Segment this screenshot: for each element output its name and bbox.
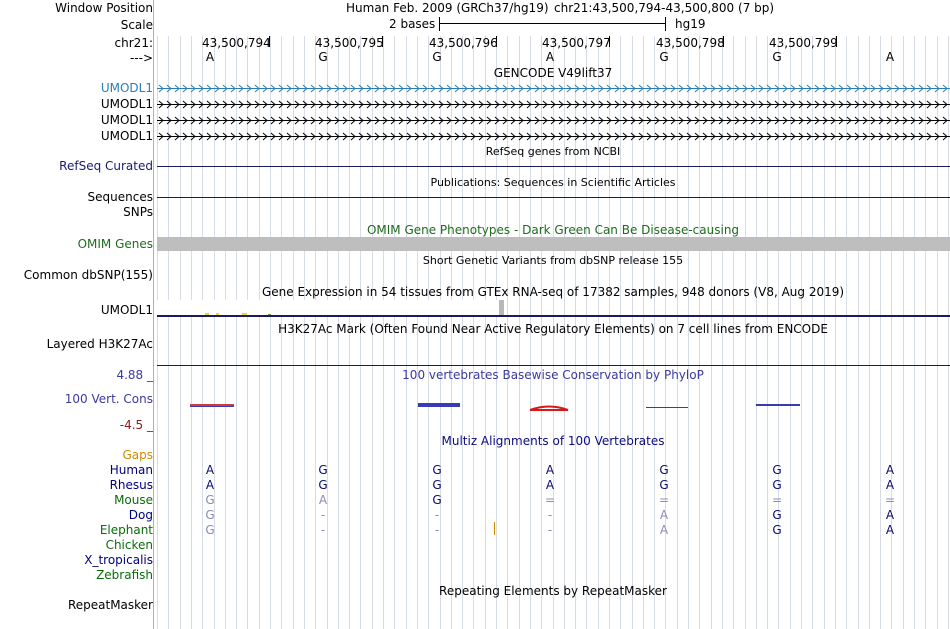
gencode-track-title: GENCODE V49lift37 bbox=[493, 66, 613, 80]
h3k27ac-track-title: H3K27Ac Mark (Often Found Near Active Regulatory Elements) on 7 cell lines from ENCODE bbox=[278, 322, 828, 336]
strand-label: ---> bbox=[129, 51, 153, 65]
reference-base: G bbox=[432, 50, 442, 64]
species-label[interactable]: Human bbox=[109, 463, 153, 477]
species-label[interactable]: X_tropicalis bbox=[84, 553, 153, 567]
alignment-base: A bbox=[885, 478, 895, 492]
repeatmasker-label[interactable]: RepeatMasker bbox=[67, 598, 153, 612]
alignment-base: A bbox=[545, 478, 555, 492]
alignment-base: G bbox=[318, 463, 328, 477]
gene-label[interactable]: UMODL1 bbox=[100, 97, 153, 111]
alignment-base: = bbox=[658, 493, 670, 507]
ruler-coordinate: 43,500,799 bbox=[769, 36, 838, 50]
species-label[interactable]: Dog bbox=[128, 508, 153, 522]
alignment-base: A bbox=[885, 508, 895, 522]
alignment-base: - bbox=[547, 523, 553, 537]
ruler-coordinate: 43,500,794 bbox=[202, 36, 271, 50]
species-label[interactable]: Rhesus bbox=[109, 478, 153, 492]
publications-track-title: Publications: Sequences in Scientific Articles bbox=[430, 176, 676, 189]
conservation-max-label: 4.88 _ bbox=[116, 368, 153, 382]
alignment-base: - bbox=[547, 508, 553, 522]
alignment-base: G bbox=[772, 478, 782, 492]
h3k27ac-line bbox=[157, 365, 950, 366]
alignment-base: G bbox=[432, 463, 442, 477]
gene-label[interactable]: UMODL1 bbox=[100, 129, 153, 143]
reference-base: G bbox=[659, 50, 669, 64]
alignment-base: G bbox=[659, 463, 669, 477]
alignment-base: A bbox=[545, 463, 555, 477]
alignment-base: G bbox=[205, 493, 215, 507]
sequences-label[interactable]: Sequences bbox=[87, 190, 153, 204]
chrom-label: chr21: bbox=[114, 36, 153, 50]
refseq-line bbox=[157, 166, 950, 167]
label-separator bbox=[153, 0, 154, 629]
reference-base: G bbox=[772, 50, 782, 64]
alignment-base: - bbox=[434, 523, 440, 537]
omim-label[interactable]: OMIM Genes bbox=[77, 237, 153, 251]
gene-model-bar[interactable] bbox=[157, 116, 950, 125]
alignment-base: G bbox=[432, 478, 442, 492]
alignment-base: A bbox=[205, 478, 215, 492]
scale-text: 2 bases bbox=[389, 17, 436, 31]
position-text: chr21:43,500,794-43,500,800 (7 bp) bbox=[554, 1, 775, 15]
dbsnp-track-title: Short Genetic Variants from dbSNP release 155 bbox=[422, 254, 684, 267]
gene-label[interactable]: UMODL1 bbox=[100, 113, 153, 127]
alignment-base: G bbox=[432, 493, 442, 507]
repeatmasker-track-title: Repeating Elements by RepeatMasker bbox=[439, 584, 667, 598]
scale-label: Scale bbox=[120, 18, 153, 32]
alignment-base: G bbox=[205, 523, 215, 537]
ruler-coordinate: 43,500,795 bbox=[315, 36, 384, 50]
gene-label[interactable]: UMODL1 bbox=[100, 81, 153, 95]
reference-base: A bbox=[885, 50, 895, 64]
snps-label[interactable]: SNPs bbox=[123, 205, 153, 219]
conservation-label[interactable]: 100 Vert. Cons bbox=[64, 392, 153, 406]
alignment-base: A bbox=[318, 493, 328, 507]
scale-db: hg19 bbox=[675, 17, 706, 31]
alignment-base: G bbox=[659, 478, 669, 492]
alignment-base: - bbox=[320, 508, 326, 522]
gene-model-bar[interactable] bbox=[157, 84, 950, 93]
alignment-base: G bbox=[772, 463, 782, 477]
gap-marker bbox=[494, 522, 495, 535]
gtex-track-title: Gene Expression in 54 tissues from GTEx RNA-seq of 17382 samples, 948 donors (V8, Aug 2019) bbox=[261, 285, 845, 299]
alignment-base: G bbox=[772, 523, 782, 537]
alignment-base: G bbox=[318, 478, 328, 492]
alignment-base: A bbox=[885, 463, 895, 477]
alignment-base: G bbox=[772, 508, 782, 522]
window-position-label: Window Position bbox=[55, 1, 153, 15]
multiz-track-title: Multiz Alignments of 100 Vertebrates bbox=[441, 434, 665, 448]
omim-track-title: OMIM Gene Phenotypes - Dark Green Can Be Disease-causing bbox=[366, 223, 740, 237]
ruler-coordinate: 43,500,798 bbox=[656, 36, 725, 50]
species-label[interactable]: Zebrafish bbox=[96, 568, 153, 582]
alignment-base: - bbox=[434, 508, 440, 522]
conservation-track-title: 100 vertebrates Basewise Conservation by PhyloP bbox=[402, 368, 704, 382]
alignment-base: A bbox=[659, 508, 669, 522]
alignment-base: G bbox=[205, 508, 215, 522]
publications-line bbox=[157, 197, 950, 198]
refseq-track-title: RefSeq genes from NCBI bbox=[485, 145, 621, 158]
alignment-base: = bbox=[884, 493, 896, 507]
alignment-base: A bbox=[885, 523, 895, 537]
omim-bar[interactable] bbox=[157, 237, 950, 251]
alignment-base: A bbox=[659, 523, 669, 537]
alignment-base: = bbox=[544, 493, 556, 507]
reference-base: A bbox=[205, 50, 215, 64]
dbsnp-label[interactable]: Common dbSNP(155) bbox=[23, 268, 153, 282]
reference-base: A bbox=[545, 50, 555, 64]
gaps-label[interactable]: Gaps bbox=[122, 448, 153, 462]
gene-model-bar[interactable] bbox=[157, 100, 950, 109]
refseq-label[interactable]: RefSeq Curated bbox=[59, 159, 153, 173]
conservation-min-label: -4.5 _ bbox=[119, 418, 153, 432]
alignment-base: A bbox=[205, 463, 215, 477]
reference-base: G bbox=[318, 50, 328, 64]
assembly-text: Human Feb. 2009 (GRCh37/hg19) bbox=[346, 1, 549, 15]
ruler-coordinate: 43,500,797 bbox=[542, 36, 611, 50]
gene-model-bar[interactable] bbox=[157, 132, 950, 141]
species-label[interactable]: Mouse bbox=[114, 493, 153, 507]
species-label[interactable]: Chicken bbox=[105, 538, 153, 552]
h3k27ac-label[interactable]: Layered H3K27Ac bbox=[46, 337, 153, 351]
alignment-base: - bbox=[320, 523, 326, 537]
species-label[interactable]: Elephant bbox=[99, 523, 153, 537]
ruler-coordinate: 43,500,796 bbox=[429, 36, 498, 50]
gtex-label[interactable]: UMODL1 bbox=[100, 303, 153, 317]
alignment-base: = bbox=[771, 493, 783, 507]
